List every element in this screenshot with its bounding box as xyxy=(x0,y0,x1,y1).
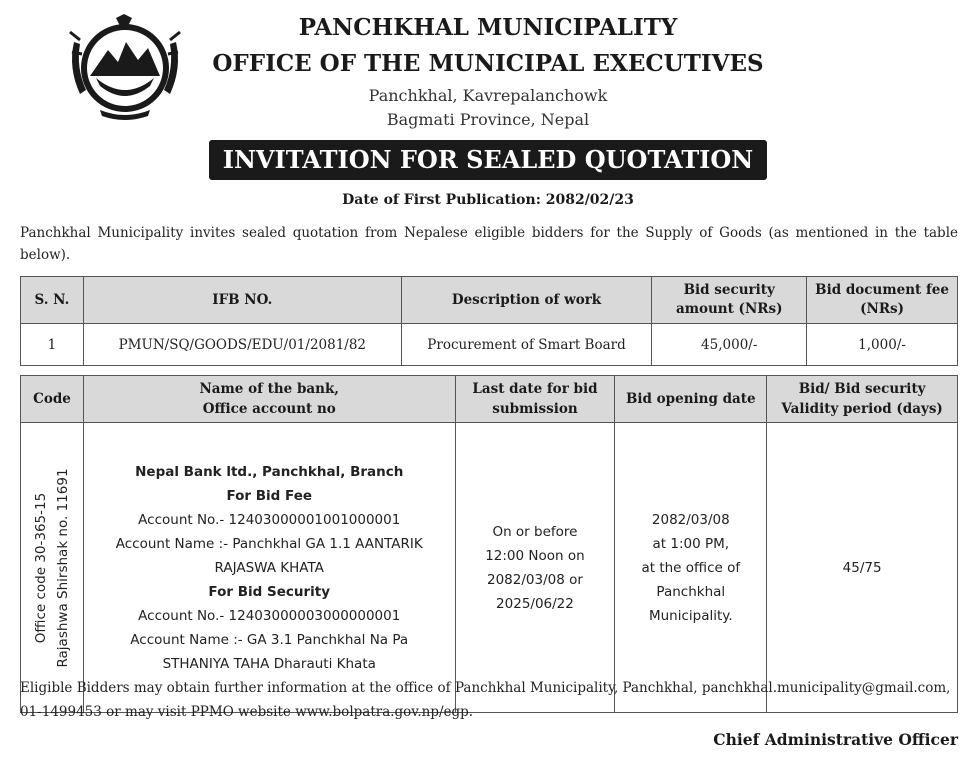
cell-description: Procurement of Smart Board xyxy=(401,324,652,366)
bid-security-title: For Bid Security xyxy=(208,583,331,600)
col-code: Code xyxy=(21,376,84,423)
col-last-date xyxy=(455,376,615,423)
table-row xyxy=(21,423,958,713)
table-row xyxy=(21,324,958,366)
bank-details-table xyxy=(20,375,958,713)
bid-security-account-name-cont: STHANIYA TAHA Dharauti Khata xyxy=(162,655,376,672)
bid-security-account-no: Account No.- 12403000003000000001 xyxy=(138,607,401,624)
bank-name: Nepal Bank ltd., Panchkhal, Branch xyxy=(135,463,404,480)
footer-line-2: 01-1499453 or may visit PPMO website www.bolpatra.gov.np/egp. xyxy=(20,704,474,720)
office-code: Office code 30-365-15 xyxy=(32,492,49,643)
opening-date-line: 2082/03/08 xyxy=(651,511,730,528)
footer-line-1: Eligible Bidders may obtain further information at the office of Panchkhal Municipality, Panchkhal, panchkhal.municipality@gmail.com, xyxy=(20,680,951,696)
cell-validity: 45/75 xyxy=(767,423,958,713)
opening-date-line: at 1:00 PM, xyxy=(652,535,730,552)
signatory: Chief Administrative Officer xyxy=(713,730,958,749)
address-line-2: Bagmati Province, Nepal xyxy=(386,110,590,129)
intro-paragraph: Panchkhal Municipality invites sealed quotation from Nepalese eligible bidders for the Supply of Goods (as mentioned in the table below). xyxy=(20,225,958,263)
footer-info xyxy=(20,676,958,724)
bid-fee-account-name: Account Name :- Panchkhal GA 1.1 AANTARIK xyxy=(115,535,423,552)
col-opening-date: Bid opening date xyxy=(615,376,767,423)
office-name: OFFICE OF THE MUNICIPAL EXECUTIVES xyxy=(212,50,764,77)
notice-title: INVITATION FOR SEALED QUOTATION xyxy=(209,140,768,180)
cell-sn: 1 xyxy=(21,324,84,366)
col-bank-line-2: Office account no xyxy=(202,401,336,417)
last-date-line: 12:00 Noon on xyxy=(485,547,585,564)
bid-fee-title: For Bid Fee xyxy=(226,487,313,504)
cell-bid-security: 45,000/- xyxy=(652,324,807,366)
opening-date-line: Municipality. xyxy=(648,607,733,624)
last-date-line: 2082/03/08 or xyxy=(486,571,583,588)
table-header-row xyxy=(21,376,958,423)
table-header-row xyxy=(21,277,958,324)
col-bank xyxy=(83,376,455,423)
col-ifb: IFB NO. xyxy=(83,277,401,324)
col-sn: S. N. xyxy=(21,277,84,324)
rajashwa-shirshak: Rajashwa Shirshak no. 11691 xyxy=(54,467,71,668)
col-bank-line-1: Name of the bank, xyxy=(199,381,340,397)
last-date-line: On or before xyxy=(492,523,578,540)
col-description: Description of work xyxy=(401,277,652,324)
cell-ifb: PMUN/SQ/GOODS/EDU/01/2081/82 xyxy=(83,324,401,366)
col-bid-security: Bid security amount (NRs) xyxy=(652,277,807,324)
col-last-date-line-2: submission xyxy=(492,401,578,417)
bid-security-account-name: Account Name :- GA 3.1 Panchkhal Na Pa xyxy=(130,631,409,648)
bid-fee-account-no: Account No.- 12403000001001000001 xyxy=(138,511,401,528)
opening-date-line: at the office of xyxy=(641,559,741,576)
municipality-name: PANCHKHAL MUNICIPALITY xyxy=(298,14,678,41)
opening-date-line: Panchkhal xyxy=(656,583,726,600)
col-last-date-line-1: Last date for bid xyxy=(472,381,598,397)
col-validity-line-2: Validity period (days) xyxy=(781,401,943,417)
last-date-line: 2025/06/22 xyxy=(496,595,574,612)
cell-opening-date xyxy=(615,423,767,713)
cell-code xyxy=(21,423,84,713)
quotation-table xyxy=(20,276,958,366)
col-validity xyxy=(767,376,958,423)
cell-last-date xyxy=(455,423,615,713)
bid-fee-account-name-cont: RAJASWA KHATA xyxy=(214,559,324,576)
publication-date: Date of First Publication: 2082/02/23 xyxy=(342,192,634,208)
cell-document-fee: 1,000/- xyxy=(807,324,958,366)
address-line-1: Panchkhal, Kavrepalanchowk xyxy=(368,86,608,105)
col-document-fee: Bid document fee (NRs) xyxy=(807,277,958,324)
col-validity-line-1: Bid/ Bid security xyxy=(798,381,926,397)
cell-bank-details xyxy=(83,423,455,713)
